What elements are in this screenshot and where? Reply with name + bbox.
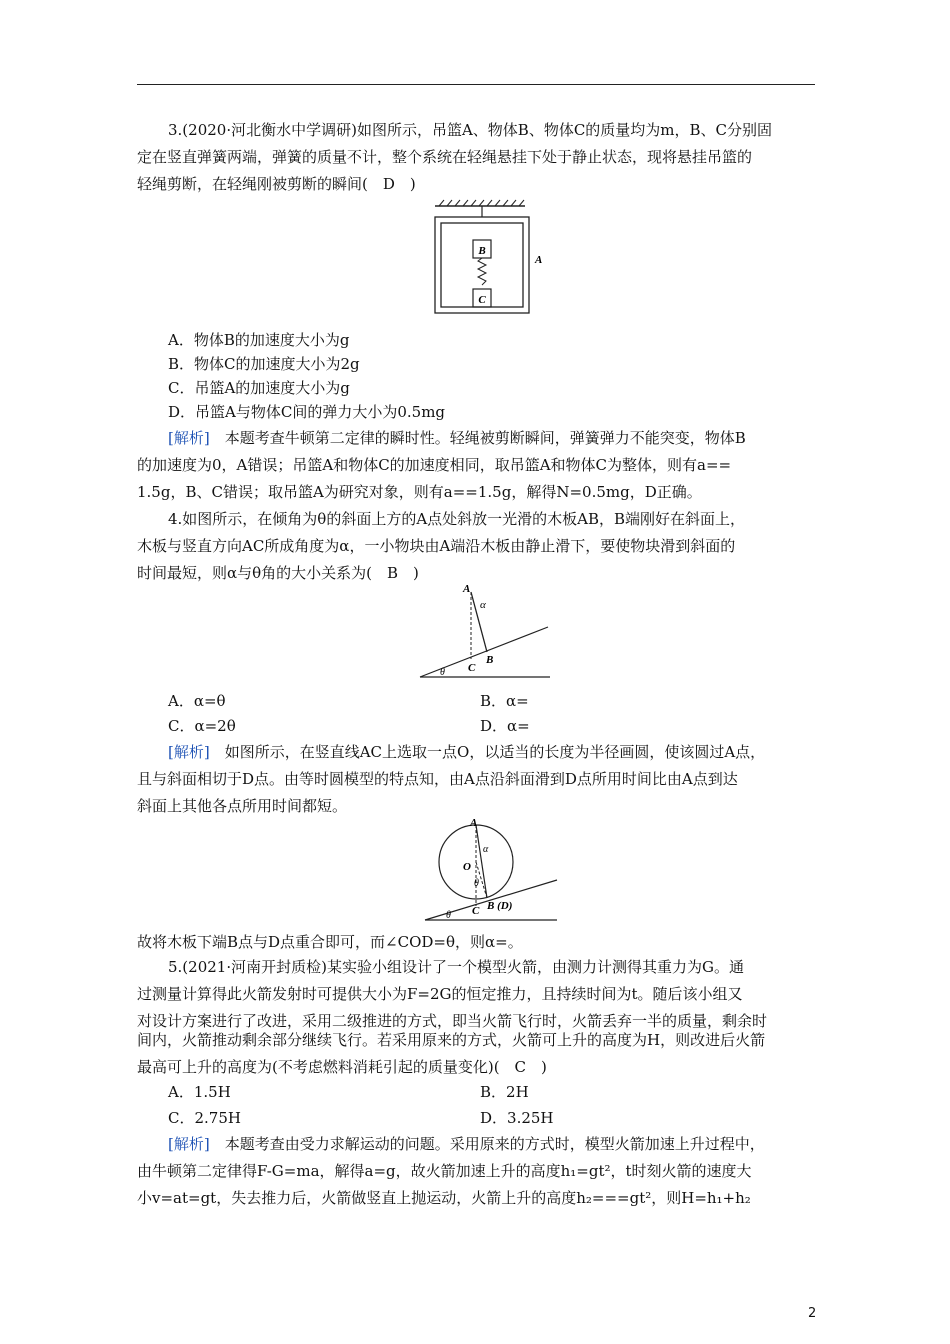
q3-analysis-line-2: 的加速度为0，A错误；吊篮A和物体C的加速度相同，取吊篮A和物体C为整体，则有a== (137, 456, 732, 474)
q5-analysis-line-1 (168, 1134, 765, 1154)
label-theta: θ (440, 667, 445, 678)
label-theta-inner: θ (474, 878, 479, 889)
q5-stem-line-5: 最高可上升的高度为(不考虑燃料消耗引起的质量变化)( C ) (137, 1058, 547, 1076)
q5-stem-line-2: 过测量计算得此火箭发射时可提供大小为F=2G的恒定推力，且持续时间为t。随后该小组又 (137, 985, 743, 1003)
q4-conclusion: 故将木板下端B点与D点重合即可，而∠COD=θ，则α=。 (137, 933, 523, 951)
q3-basket-figure (425, 198, 555, 318)
q5-option-c: C．2.75H (168, 1109, 241, 1127)
q4-stem-line-3: 时间最短，则α与θ角的大小关系为( B ) (137, 564, 419, 582)
q5-analysis-line-2: 由牛顿第二定律得F-G=ma，解得a=g，故火箭加速上升的高度h₁=gt²，t时刻火箭的速度大 (137, 1162, 752, 1180)
label-c: C (472, 905, 480, 917)
q5-stem-line-1: 5.(2021·河南开封质检)某实验小组设计了一个模型火箭，由测力计测得其重力为G。通 (168, 958, 744, 976)
q4-stem-line-2: 木板与竖直方向AC所成角度为α，一小物块由A端沿木板由静止滑下，要使物块滑到斜面的 (137, 537, 736, 555)
q5-stem-line-3: 对设计方案进行了改进，采用二级推进的方式，即当火箭飞行时，火箭丢弃一半的质量，剩余时 (137, 1012, 768, 1030)
analysis-tag: [解析] (168, 743, 210, 761)
label-b: B (486, 654, 494, 666)
q5-option-b: B．2H (480, 1083, 529, 1101)
label-theta: θ (446, 910, 451, 921)
q5-option-d: D．3.25H (480, 1109, 554, 1127)
q3-analysis-text-1: 本题考查牛顿第二定律的瞬时性。轻绳被剪断瞬间，弹簧弹力不能突变，物体B (209, 429, 746, 447)
q4-option-d: D．α= (480, 717, 530, 735)
q4-option-a: A．α=θ (168, 692, 226, 710)
label-b-d: B (D) (487, 900, 513, 912)
page-number: 2 (808, 1306, 817, 1321)
q5-analysis-line-3: 小v=at=gt，失去推力后，火箭做竖直上抛运动，火箭上升的高度h₂===gt²，则H=h₁+h₂ (137, 1189, 751, 1207)
q4-analysis-text-1: 如图所示，在竖直线AC上选取一点O，以适当的长度为半径画圆，使该圆过A点， (209, 743, 766, 761)
label-b: B (478, 245, 486, 257)
q3-stem-line-3: 轻绳剪断，在轻绳刚被剪断的瞬间( D ) (137, 175, 416, 193)
analysis-tag: [解析] (168, 1135, 210, 1153)
analysis-tag: [解析] (168, 429, 210, 447)
q4-analysis-line-3: 斜面上其他各点所用时间都短。 (137, 797, 348, 815)
q3-option-c: C．吊篮A的加速度大小为g (168, 379, 350, 397)
q3-option-b: B．物体C的加速度大小为2g (168, 355, 360, 373)
q4-option-b: B．α= (480, 692, 529, 710)
q4-incline-figure (415, 580, 555, 680)
label-alpha: α (483, 844, 489, 855)
q3-analysis-line-3: 1.5g，B、C错误；取吊篮A为研究对象，则有a==1.5g，解得N=0.5mg，D正确。 (137, 483, 702, 501)
q3-option-a: A．物体B的加速度大小为g (168, 331, 350, 349)
label-a: A (463, 583, 471, 595)
label-c: C (478, 294, 486, 306)
label-o: O (463, 861, 471, 873)
q4-circle-figure (420, 814, 560, 924)
label-a: A (535, 254, 543, 266)
spring (478, 258, 486, 285)
q3-option-d: D．吊篮A与物体C间的弹力大小为0.5mg (168, 403, 446, 421)
q3-stem-line-1: 3.(2020·河北衡水中学调研)如图所示，吊篮A、物体B、物体C的质量均为m，B、C分别固 (168, 121, 773, 139)
q4-stem-line-1: 4.如图所示，在倾角为θ的斜面上方的A点处斜放一光滑的木板AB，B端刚好在斜面上， (168, 510, 746, 528)
label-alpha: α (480, 599, 486, 611)
q5-option-a: A．1.5H (168, 1083, 231, 1101)
q5-analysis-text-1: 本题考查由受力求解运动的问题。采用原来的方式时，模型火箭加速上升过程中， (209, 1135, 765, 1153)
q4-option-c: C．α=2θ (168, 717, 236, 735)
q4-analysis-line-2: 且与斜面相切于D点。由等时圆模型的特点知，由A点沿斜面滑到D点所用时间比由A点到达 (137, 770, 738, 788)
q5-stem-line-4: 间内，火箭推动剩余部分继续飞行。若采用原来的方式，火箭可上升的高度为H，则改进后火箭 (137, 1031, 766, 1049)
q3-stem-line-2: 定在竖直弹簧两端，弹簧的质量不计，整个系统在轻绳悬挂下处于静止状态，现将悬挂吊篮的 (137, 148, 753, 166)
q3-analysis-line-1 (168, 428, 746, 448)
label-a: A (470, 817, 478, 829)
header-rule (137, 84, 815, 85)
q4-analysis-line-1 (168, 742, 765, 762)
label-c: C (468, 662, 476, 674)
